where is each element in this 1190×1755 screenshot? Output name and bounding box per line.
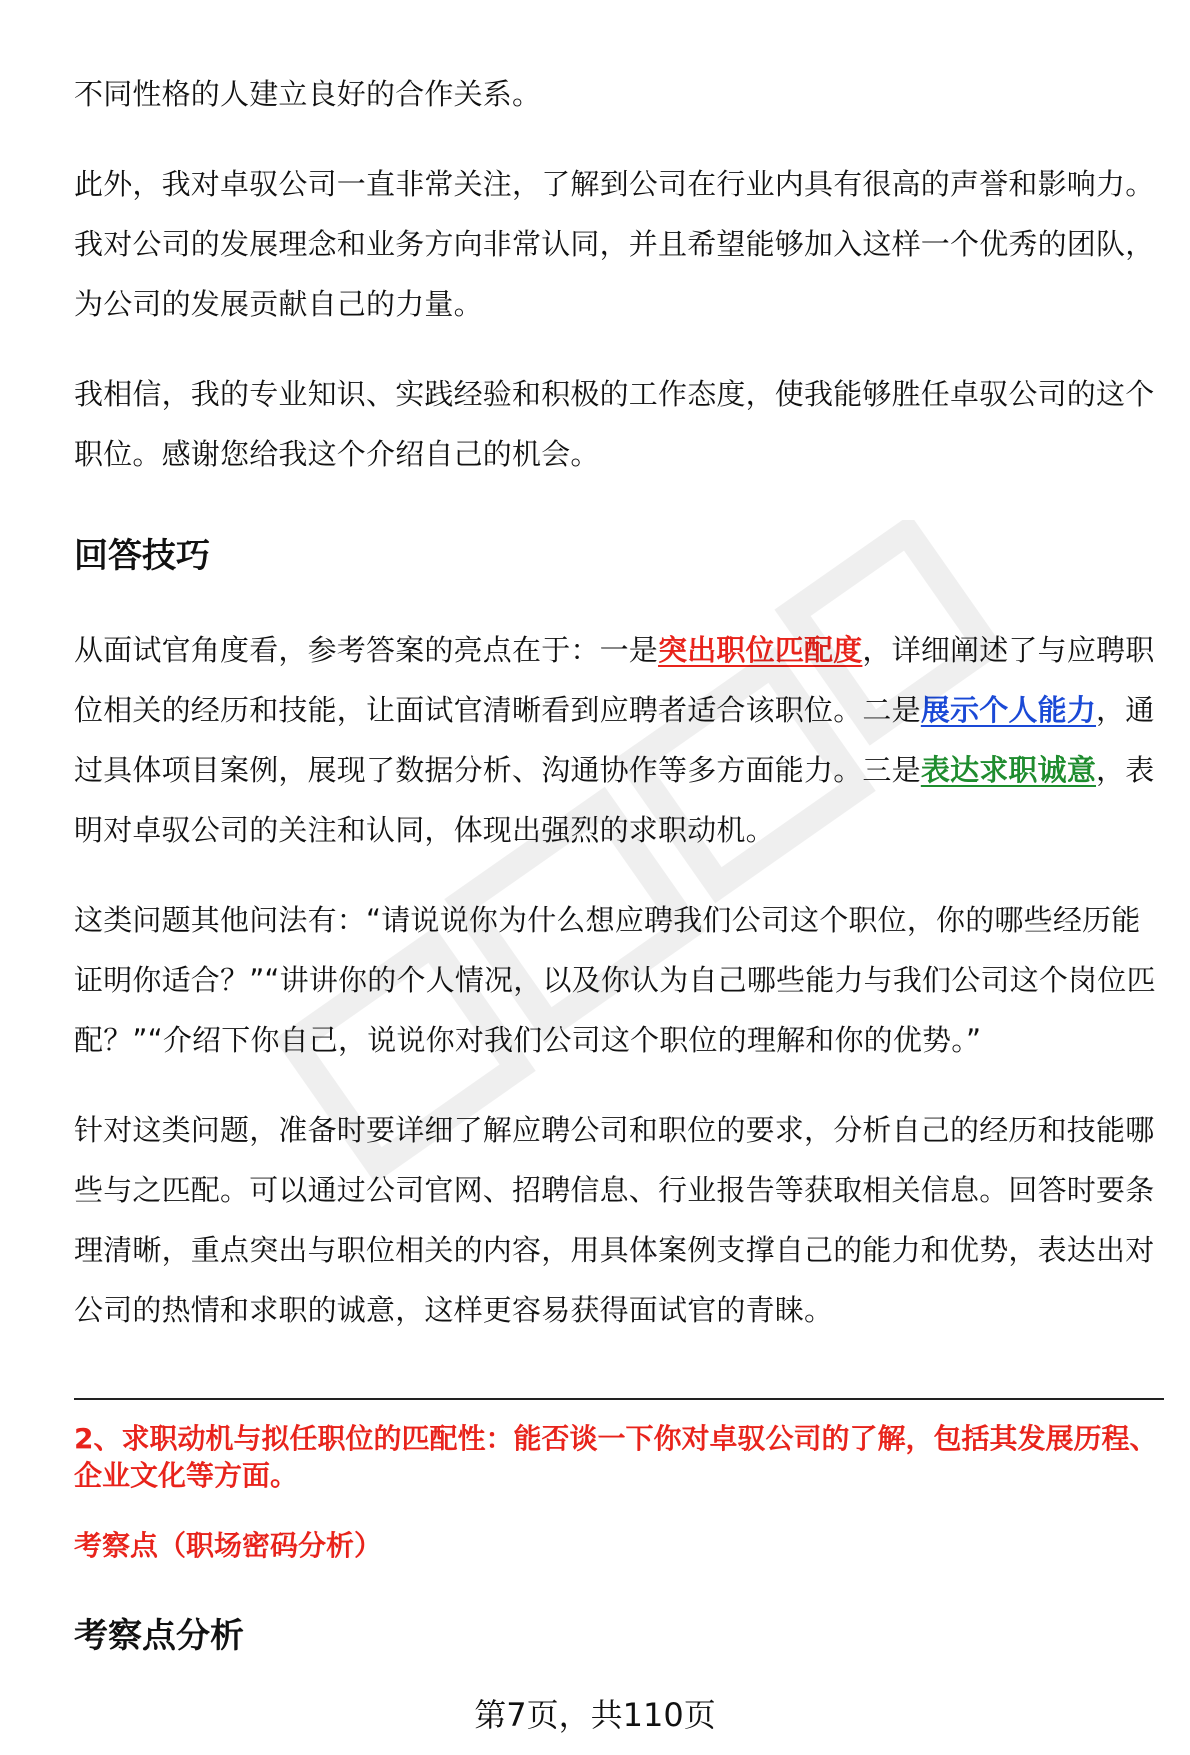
paragraph-3: 我相信，我的专业知识、实践经验和积极的工作态度，使我能够胜任卓驭公司的这个职位。感谢您给我这个介绍自己的机会。	[74, 377, 1155, 471]
highlight-sincerity: 表达求职诚意	[920, 753, 1097, 787]
paragraph-alternative-questions: 这类问题其他问法有：“请说说你为什么想应聘我们公司这个职位，你的哪些经历能证明你适合？”“讲讲你的个人情况，以及你认为自己哪些能力与我们公司这个岗位匹配？”“介绍下你自己，说说你对我们公司这个职位的理解和你的优势。”	[74, 903, 1156, 1057]
section-heading-tips: 回答技巧	[74, 536, 210, 576]
tips-text-4: ，表明对卓驭公司的关注和认同，体现出强烈的求职动机。	[74, 753, 1155, 847]
page-footer: 第7页，共110页	[474, 1696, 716, 1734]
section-heading-analysis: 考察点分析	[74, 1616, 244, 1656]
highlight-personal-ability: 展示个人能力	[920, 693, 1097, 727]
paragraph-2: 此外，我对卓驭公司一直非常关注，了解到公司在行业内具有很高的声誉和影响力。我对公司的发展理念和业务方向非常认同，并且希望能够加入这样一个优秀的团队，为公司的发展贡献自己的力量。	[74, 167, 1155, 321]
focus-point-label: 考察点（职场密码分析）	[74, 1529, 383, 1562]
paragraph-tips-highlights	[74, 620, 1164, 860]
paragraph-preparation-advice: 针对这类问题，准备时要详细了解应聘公司和职位的要求，分析自己的经历和技能哪些与之匹配。可以通过公司官网、招聘信息、行业报告等获取相关信息。回答时要条理清晰，重点突出与职位相关的内容，用具体案例支撑自己的能力和优势，表达出对公司的热情和求职的诚意，这样更容易获得面试官的青睐。	[74, 1113, 1155, 1327]
tips-text-1: 从面试官角度看，参考答案的亮点在于：一是	[74, 633, 659, 667]
section-divider	[74, 1398, 1164, 1400]
highlight-job-match: 突出职位匹配度	[658, 633, 863, 667]
paragraph-1: 不同性格的人建立良好的合作关系。	[74, 77, 542, 111]
tips-text-3: ，通过具体项目案例，展现了数据分析、沟通协作等多方面能力。三是	[74, 693, 1155, 787]
tips-text-2: ，详细阐述了与应聘职位相关的经历和技能，让面试官清晰看到应聘者适合该职位。二是	[74, 633, 1155, 727]
question-2-title: 2、求职动机与拟任职位的匹配性：能否谈一下你对卓驭公司的了解，包括其发展历程、企业文化等方面。	[74, 1422, 1158, 1492]
